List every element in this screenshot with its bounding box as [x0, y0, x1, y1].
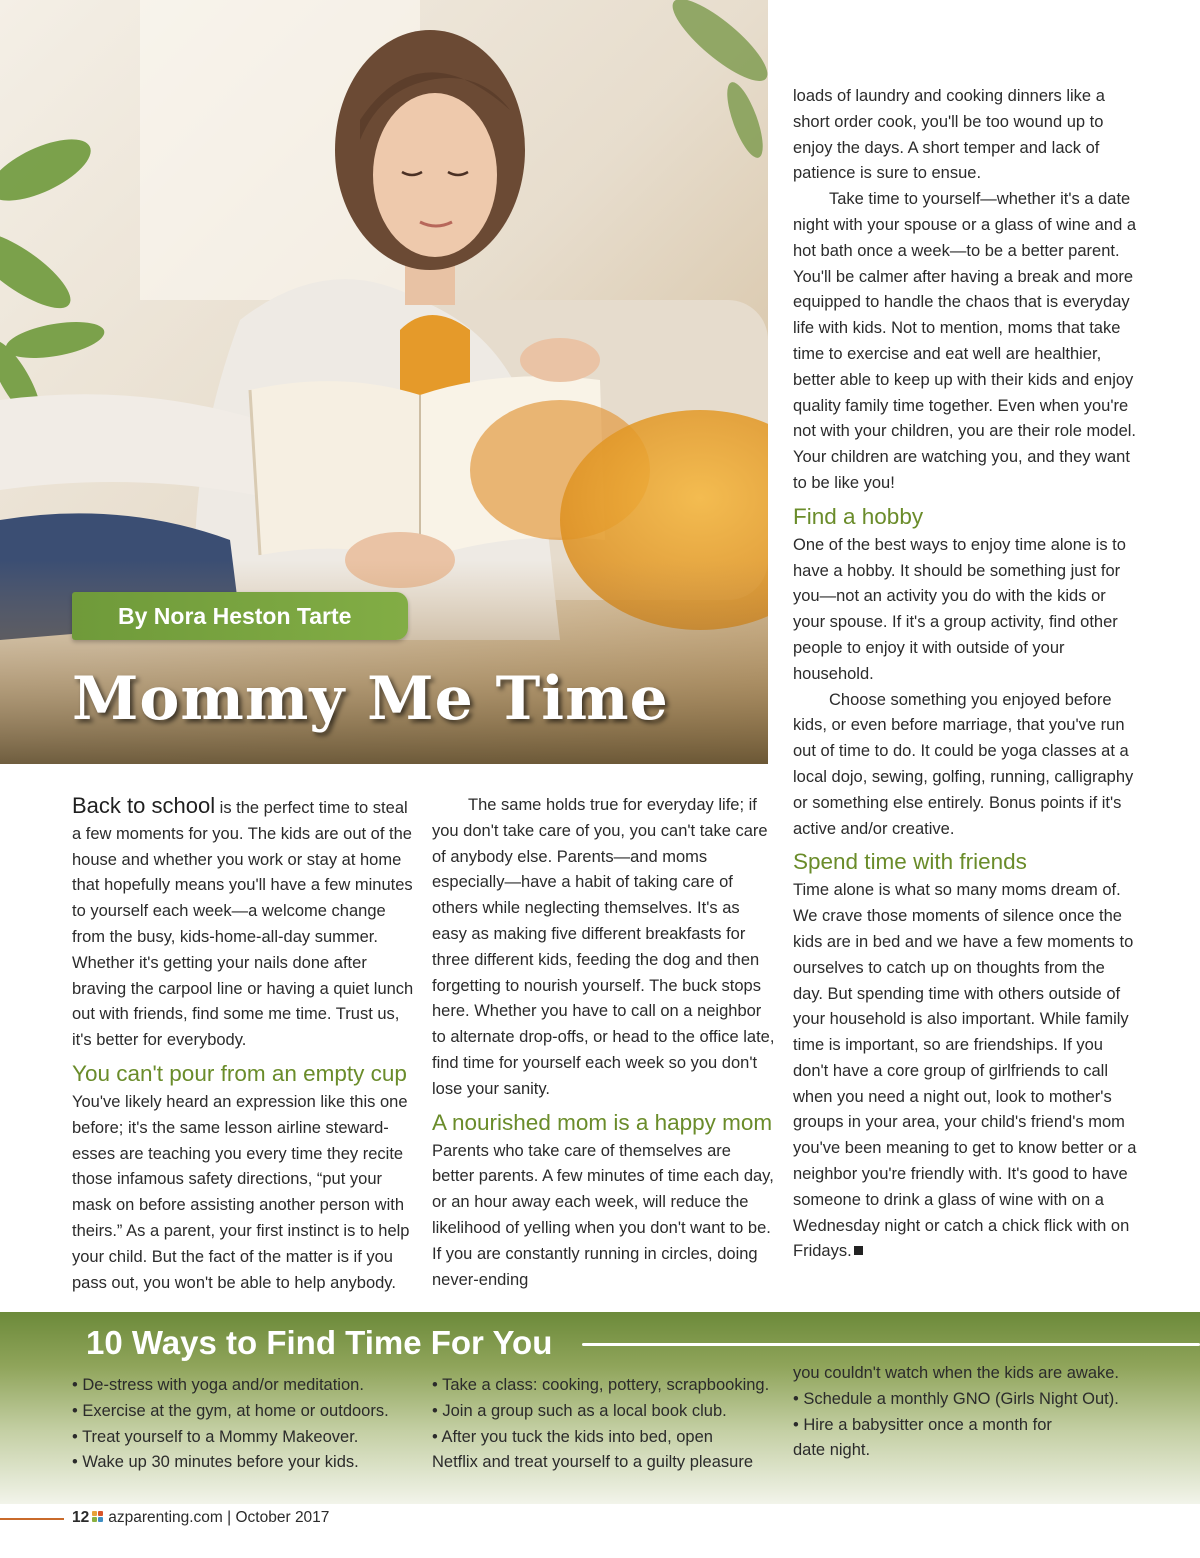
tip-item: • Wake up 30 minutes before your kids.	[72, 1453, 359, 1472]
tip-item: • Schedule a monthly GNO (Girls Night Out).	[793, 1389, 1119, 1408]
paragraph: One of the best ways to enjoy time alone is to have a hobby. It should be something just for you—not an activity you do with the kids or your spouse. If it's a group activity, find other people to enjoy it with outside of your household.	[793, 535, 1126, 683]
woman-reading-illustration	[0, 0, 768, 764]
tip-item: Netflix and treat yourself to a guilty pleasure	[432, 1453, 754, 1472]
tip-item: • Take a class: cooking, pottery, scrapbooking.	[432, 1376, 770, 1394]
article-column-3	[793, 84, 1138, 1265]
tips-title: 10 Ways to Find Time For You	[86, 1324, 553, 1361]
paragraph: loads of laundry and cooking dinners like a short order cook, you'll be too wound up to enjoy the days. A short temper and lack of patience is sure to ensue.	[793, 87, 1105, 183]
article-column-2	[432, 793, 777, 1293]
section-heading-friends: Spend time with friends	[793, 849, 1027, 875]
logo-dots-icon	[92, 1511, 104, 1523]
footer-separator: |	[227, 1509, 232, 1526]
paragraph: Take time to yourself—whether it's a date night with your spouse or a glass of wine and a hot bath once a week—to be a better parent. You'll be calmer after having a break and more equipped to handle the chaos that is everyday life with kids. Not to mention, moms that take time to exercise and eat well are healthier, better able to keep up with their kids and enjoy quality family time together. Even when you're not with your children, you are their role model. Your children are watching you, and they want to be like you!	[793, 190, 1137, 492]
site-name: azparenting.com	[108, 1509, 223, 1526]
tips-column-1	[72, 1373, 389, 1476]
section-heading-hobby: Find a hobby	[793, 503, 924, 529]
tip-item: • Hire a babysitter once a month for	[793, 1415, 1052, 1434]
tips-column-3	[793, 1361, 1119, 1464]
intro-text: is the perfect time to steal a few moments for you. The kids are out of the house and whether you work or stay at home that hopefully means you'll have a few minutes to yourself each week—a welcome change from the busy, kids-home-all-day summer. Whether it's getting your nails done after braving the carpool line or having a quiet lunch out with friends, find some me time. Trust us, it's better for everybody.	[72, 799, 414, 1050]
paragraph: Choose something you enjoyed before kids, or even before marriage, that you've run out of time to do. It could be yoga classes at a local dojo, sewing, golfing, running, calligraphy or something else entirely. Bonus points if it's active and/or creative.	[793, 690, 1134, 838]
paragraph-final	[793, 878, 1138, 1265]
tip-item: date night.	[793, 1441, 871, 1460]
article-headline: Mommy Me Time	[72, 664, 669, 734]
byline: By Nora Heston Tarte	[72, 592, 408, 640]
page-footer	[72, 1508, 329, 1528]
article-column-1	[72, 793, 417, 1296]
tip-item: • De-stress with yoga and/or meditation.	[72, 1376, 364, 1394]
paragraph: You've likely heard an expression like this one before; it's the same lesson airline steward-esses are teaching you every time they recite those infamous safety directions, “put your mask on before assisting another person with theirs.” As a parent, your first instinct is to help your child. But the fact of the matter is if you pass out, you won't be able to help anybody.	[72, 1092, 410, 1292]
page-number: 12	[72, 1509, 90, 1526]
tips-column-2	[432, 1373, 769, 1476]
intro-paragraph	[72, 793, 417, 1054]
tip-item: • Treat yourself to a Mommy Makeover.	[72, 1427, 359, 1446]
tip-item: • Exercise at the gym, at home or outdoors.	[72, 1401, 389, 1420]
section-heading-empty-cup: You can't pour from an empty cup	[72, 1060, 407, 1086]
paragraph-text: Time alone is what so many moms dream of. We crave those moments of silence once the kids are in bed and we have a few moments to ourselves to catch up on thoughts from the day. But spending time with others outside of your household is also important. While family time is important, so are friendships. If you don't have a core group of girlfriends to call when you need a night out, look to mother's groups in your area, your child's friend's mom you've been meaning to get to know better or a neighbor you're friendly with. It's good to have someone to drink a glass of wine with on a Wednesday night or catch a chick flick with on Fridays.	[793, 881, 1137, 1261]
footer-rule	[0, 1518, 64, 1520]
tip-item: • Join a group such as a local book club.	[432, 1401, 727, 1420]
tip-item: • After you tuck the kids into bed, open	[432, 1427, 713, 1446]
tip-item: you couldn't watch when the kids are awake.	[793, 1364, 1120, 1382]
lead-in-text: Back to school	[72, 793, 216, 818]
paragraph: The same holds true for everyday life; if you don't take care of you, you can't take care of anybody else. Parents—and moms especially—have a habit of taking care of others while neglecting themselves. It's as easy as making five different breakfasts for three different kids, feeding the dog and then forgetting to nourish yourself. The buck stops here. Whether you have to call on a neighbor to alternate drop-offs, or head to the office late, find time for yourself each week so you don't lose your sanity.	[432, 796, 775, 1098]
end-mark-icon	[854, 1246, 863, 1255]
hero-photo	[0, 0, 768, 764]
issue-date: October 2017	[235, 1509, 330, 1526]
section-heading-nourished-mom: A nourished mom is a happy mom	[432, 1109, 773, 1135]
paragraph: Parents who take care of themselves are better parents. A few minutes of time each day, or an hour away each week, will reduce the likelihood of yelling when you don't want to be. If you are constantly running in circles, doing never-ending	[432, 1141, 774, 1289]
divider-rule	[582, 1343, 1200, 1346]
